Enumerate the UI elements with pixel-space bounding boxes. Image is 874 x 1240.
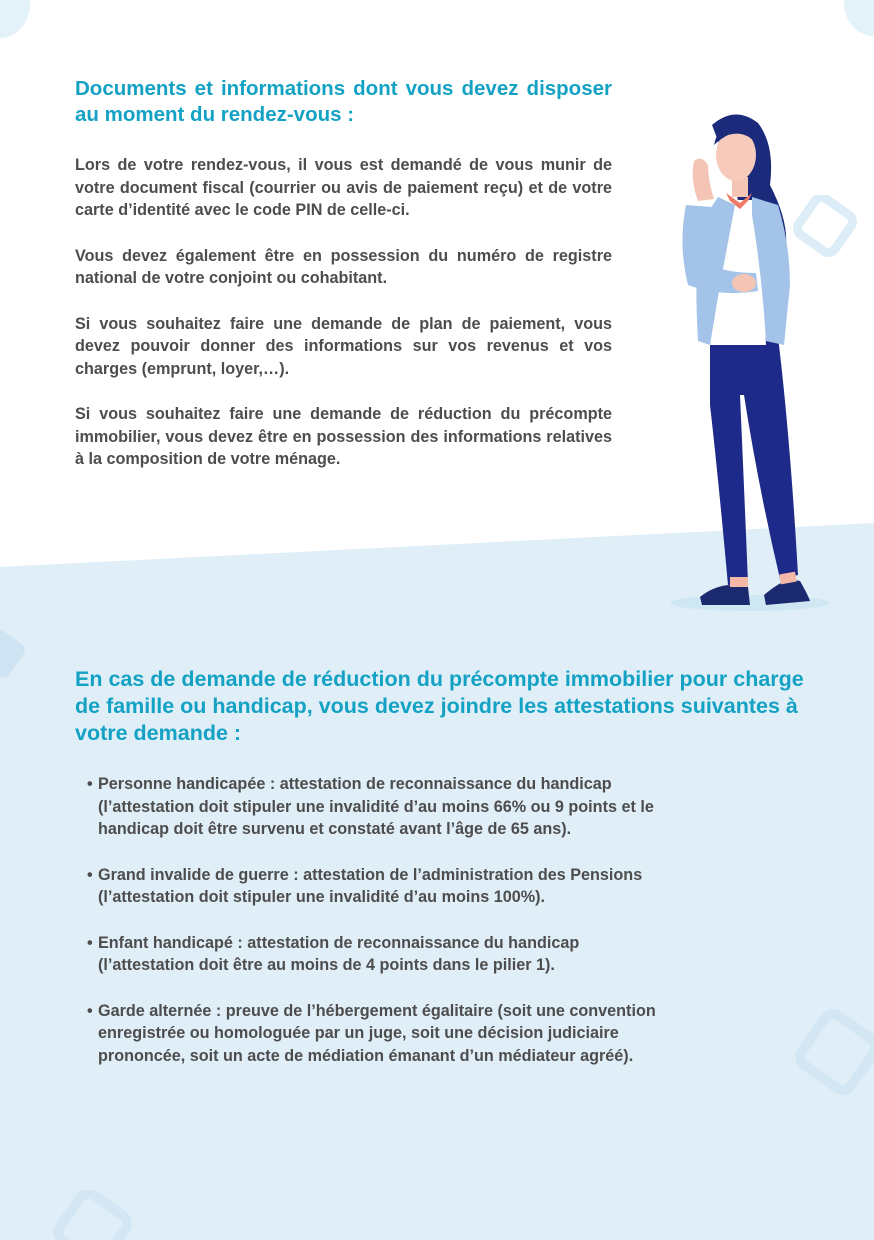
list-item — [87, 1000, 815, 1068]
attestations-heading: En cas de demande de réduction du précompte immobilier pour charge de famille ou handicap, vous devez joindre les attestations suivantes à votre demande : — [75, 667, 804, 745]
attestations-section — [75, 666, 815, 1090]
list-item-line: (l’attestation doit stipuler une invalidité d’au moins 100%). — [98, 888, 546, 906]
list-item-line: (l’attestation doit stipuler une invalidité d’au moins 66% ou 9 points et le — [98, 797, 654, 816]
list-item-line: handicap doit être survenu et constaté avant l’âge de 65 ans). — [98, 820, 572, 838]
documents-paragraph: Lors de votre rendez-vous, il vous est demandé de vous munir de votre document fiscal (courrier ou avis de paiement reçu) et de votre carte d’identité avec le code PIN de celle-ci. — [75, 156, 612, 219]
decorative-square-icon — [50, 1190, 140, 1240]
list-item-line: Grand invalide de guerre : attestation de l’administration des Pensions — [98, 865, 643, 884]
woman-thinking-illustration — [640, 105, 830, 615]
list-item — [87, 773, 815, 841]
list-item-line: enregistrée ou homologuée par un juge, soit une décision judiciaire — [98, 1024, 619, 1042]
documents-paragraph: Vous devez également être en possession du numéro de registre national de votre conjoint ou cohabitant. — [75, 246, 612, 287]
documents-heading: Documents et informations dont vous devez disposer au moment du rendez-vous : — [75, 77, 612, 126]
list-item-line: Garde alternée : preuve de l’hébergement égalitaire (soit une convention — [98, 1001, 656, 1020]
bullet-icon: • — [87, 1001, 93, 1020]
attestations-list — [75, 773, 815, 1067]
list-item-line: Personne handicapée : attestation de reconnaissance du handicap — [98, 775, 612, 793]
documents-paragraph: Si vous souhaitez faire une demande de plan de paiement, vous devez pouvoir donner des informations sur vos revenus et vos charges (emprunt, loyer,…). — [75, 314, 612, 378]
list-item-line: (l’attestation doit être au moins de 4 points dans le pilier 1). — [98, 956, 555, 974]
decorative-square-icon — [0, 625, 30, 680]
bullet-icon: • — [87, 865, 93, 884]
list-item-line: Enfant handicapé : attestation de reconnaissance du handicap — [98, 933, 580, 952]
list-item-line: prononcée, soit un acte de médiation émanant d’un médiateur agréé). — [98, 1046, 634, 1065]
documents-section — [75, 76, 612, 494]
bullet-icon: • — [87, 933, 93, 952]
documents-paragraph: Si vous souhaitez faire une demande de réduction du précompte immobilier, vous devez être en possession des informations relatives à la composition de votre ménage. — [75, 405, 612, 468]
list-item — [87, 932, 815, 977]
list-item — [87, 864, 815, 909]
bullet-icon: • — [87, 775, 93, 793]
